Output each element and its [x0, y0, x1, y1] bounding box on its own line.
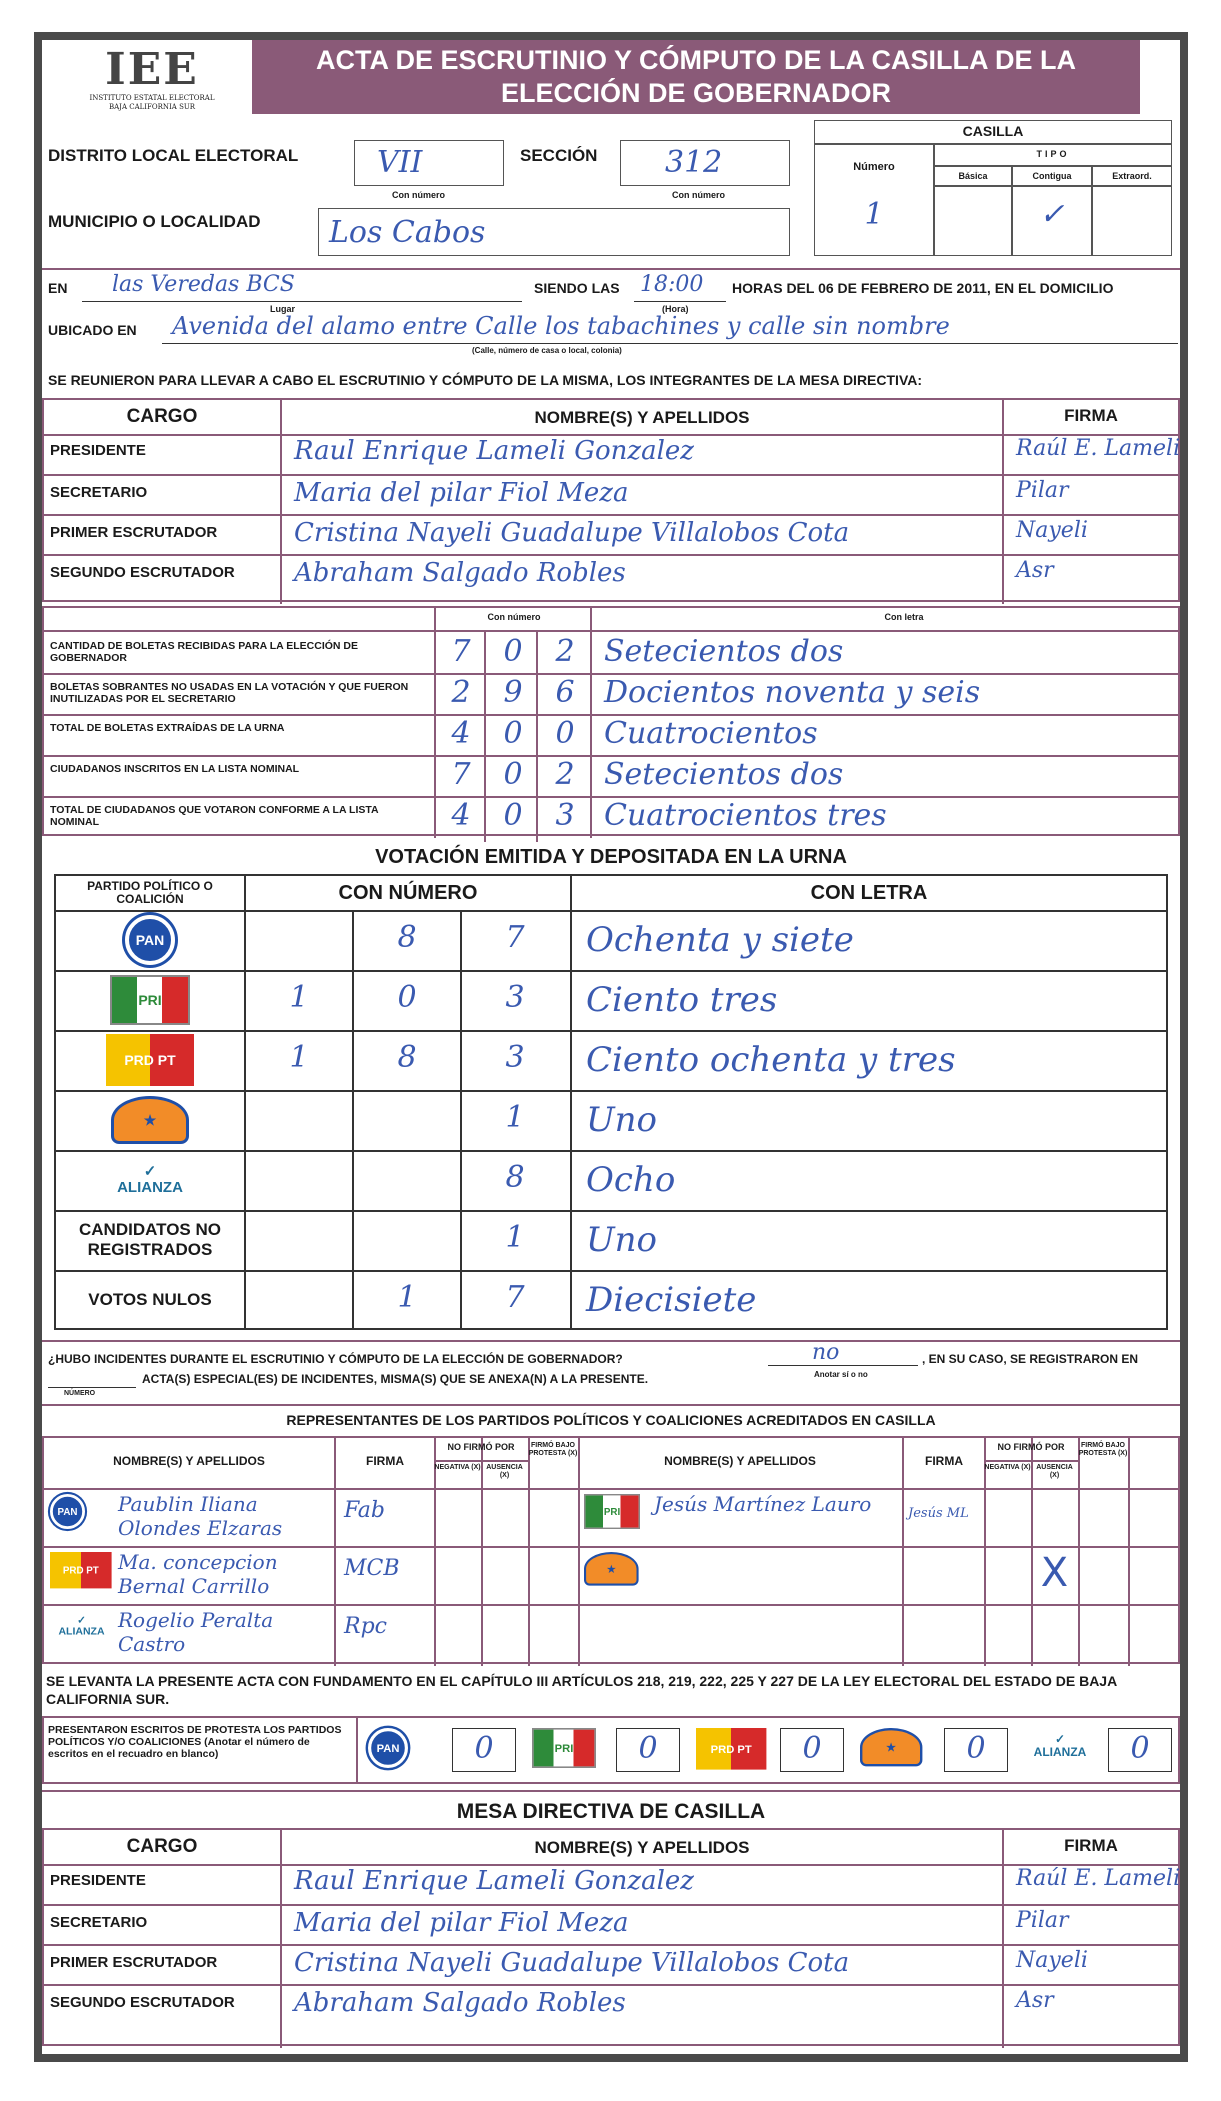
- rep-firma-value[interactable]: Rpc: [344, 1614, 387, 1639]
- party-cell: [56, 1270, 244, 1330]
- seccion-field[interactable]: [620, 140, 790, 186]
- party-cell: [56, 970, 244, 1030]
- siendo-label: SIENDO LAS: [534, 280, 620, 296]
- tipo-contigua-check[interactable]: ✓: [1039, 197, 1065, 232]
- rep-nombre-value[interactable]: Rogelio Peralta Castro: [118, 1608, 274, 1656]
- boletas-numero-header: Con número: [487, 612, 541, 622]
- ubicado-field[interactable]: [162, 312, 1178, 344]
- seccion-label: SECCIÓN: [520, 146, 598, 165]
- letra-header: CON LETRA: [810, 882, 928, 904]
- fundamento-text: SE LEVANTA LA PRESENTE ACTA CON FUNDAMENTO EN EL CAPÍTULO III ARTÍCULOS 218, 219, 222, 225 Y 227 DE LA LEY ELECTORAL DEL ESTADO DE BAJA CALIFORNIA SUR.: [46, 1673, 1117, 1707]
- firma-value[interactable]: Pilar: [1016, 478, 1069, 503]
- negativa-header: NEGATIVA (X): [434, 1464, 481, 1471]
- party-cell: [56, 1210, 244, 1270]
- iee-logo-subtitle: INSTITUTO ESTATAL ELECTORAL BAJA CALIFORNIA SUR: [89, 94, 215, 111]
- ubicado-caption: (Calle, número de casa o local, colonia): [472, 346, 622, 355]
- rep-party-logo-icon: ✓ ALIANZA: [58, 1614, 105, 1638]
- rep-nombre-header: NOMBRE(S) Y APELLIDOS: [664, 1454, 816, 1468]
- vote-digit[interactable]: 1: [505, 1220, 525, 1255]
- boletas-row-label: BOLETAS SOBRANTES NO USADAS EN LA VOTACIÓN Y QUE FUERON INUTILIZADAS POR EL SECRETARIO: [50, 681, 409, 705]
- vote-digit[interactable]: 1: [505, 1100, 525, 1135]
- rep-firma-header: FIRMA: [366, 1454, 404, 1468]
- casilla-box: [814, 120, 1172, 256]
- boletas-letra-value[interactable]: Cuatrocientos: [604, 716, 818, 751]
- municipio-value: Los Cabos: [329, 215, 486, 250]
- cargo-header: CARGO: [126, 406, 198, 427]
- boletas-row-label: TOTAL DE BOLETAS EXTRAÍDAS DE LA URNA: [50, 722, 285, 734]
- protesta-count-box[interactable]: [452, 1728, 516, 1772]
- boletas-letra-value[interactable]: Docientos noventa y seis: [604, 675, 981, 710]
- nombre-value[interactable]: Raul Enrique Lameli Gonzalez: [294, 1866, 694, 1896]
- municipio-label: MUNICIPIO O LOCALIDAD: [48, 212, 261, 231]
- rep-firma-value[interactable]: Fab: [344, 1498, 385, 1523]
- protesta-party-logo-icon: ★: [860, 1728, 922, 1766]
- protesta-header: FIRMÓ BAJO PROTESTA (X): [528, 1442, 578, 1457]
- boletas-digit[interactable]: 2: [451, 675, 471, 710]
- firma-value[interactable]: Pilar: [1016, 1908, 1069, 1933]
- boletas-digit[interactable]: 4: [451, 798, 471, 833]
- party-logo-icon: PRI: [110, 975, 190, 1025]
- protesta-count-value: 0: [1130, 1731, 1150, 1766]
- boletas-digit[interactable]: 4: [451, 716, 471, 751]
- boletas-letra-value[interactable]: Setecientos dos: [604, 634, 844, 669]
- acta-form: [34, 32, 1188, 2062]
- rep-party-logo-icon: PRD PT: [50, 1552, 112, 1588]
- boletas-letra-header: Con letra: [884, 612, 924, 622]
- en-value: las Veredas BCS: [112, 272, 295, 297]
- firma-header: FIRMA: [1064, 406, 1118, 425]
- boletas-digit[interactable]: 7: [451, 757, 471, 792]
- mesa-bottom-title: MESA DIRECTIVA DE CASILLA: [456, 1800, 766, 1823]
- boletas-digit[interactable]: 0: [555, 716, 575, 751]
- vote-letra-value[interactable]: Ochenta y siete: [586, 920, 854, 960]
- incidentes-answer: no: [812, 1340, 840, 1365]
- vote-letra-value[interactable]: Uno: [586, 1100, 658, 1140]
- no-firmo-header: NO FIRMÓ POR: [997, 1442, 1065, 1452]
- casilla-numero-label: Número: [853, 161, 895, 173]
- rep-firma-value[interactable]: MCB: [344, 1556, 400, 1581]
- protesta-party-logo-icon: PRD PT: [696, 1728, 766, 1770]
- nombre-value[interactable]: Abraham Salgado Robles: [294, 558, 626, 588]
- cargo-label: SEGUNDO ESCRUTADOR: [50, 1994, 235, 2011]
- boletas-digit[interactable]: 2: [555, 757, 575, 792]
- nombre-value[interactable]: Maria del pilar Fiol Meza: [294, 1908, 629, 1938]
- protesta-header: FIRMÓ BAJO PROTESTA (X): [1078, 1442, 1128, 1457]
- partido-header: PARTIDO POLÍTICO O COALICIÓN: [87, 879, 213, 906]
- ausencia-header: AUSENCIA (X): [1036, 1464, 1073, 1479]
- title-line1: ACTA DE ESCRUTINIO Y CÓMPUTO DE LA CASILLA DE LA: [315, 45, 1077, 75]
- vote-letra-value[interactable]: Uno: [586, 1220, 658, 1260]
- tipo-contigua-label: Contigua: [1032, 171, 1072, 181]
- casilla-title: CASILLA: [962, 123, 1024, 139]
- boletas-digit[interactable]: 6: [555, 675, 575, 710]
- reunieron-text: SE REUNIERON PARA LLEVAR A CABO EL ESCRUTINIO Y CÓMPUTO DE LA MISMA, LOS INTEGRANTES DE LA MESA DIRECTIVA:: [48, 372, 923, 388]
- party-logo-icon: PRD PT: [106, 1034, 194, 1086]
- vote-letra-value[interactable]: Diecisiete: [586, 1280, 757, 1320]
- incidentes-text3: ACTA(S) ESPECIAL(ES) DE INCIDENTES, MISMA(S) QUE SE ANEXA(N) A LA PRESENTE.: [142, 1372, 649, 1386]
- rep-party-logo-icon: PAN: [50, 1494, 85, 1529]
- representantes-table: [42, 1436, 1180, 1664]
- cargo-label: PRIMER ESCRUTADOR: [50, 1954, 218, 1971]
- cargo-label: SECRETARIO: [50, 1914, 148, 1931]
- nombre-value[interactable]: Raul Enrique Lameli Gonzalez: [294, 436, 694, 466]
- incidentes-text1: ¿HUBO INCIDENTES DURANTE EL ESCRUTINIO Y CÓMPUTO DE LA ELECCIÓN DE GOBERNADOR?: [48, 1352, 623, 1366]
- firma-value[interactable]: Nayeli: [1016, 518, 1088, 543]
- boletas-row-label: CIUDADANOS INSCRITOS EN LA LISTA NOMINAL: [50, 763, 300, 775]
- cargo-label: PRESIDENTE: [50, 442, 146, 459]
- hora-value: 18:00: [640, 272, 704, 297]
- casilla-tipo-label: TIPO: [1036, 149, 1070, 159]
- vote-digit[interactable]: 1: [289, 1040, 309, 1075]
- cargo-header: CARGO: [126, 1836, 198, 1857]
- rep-nombre-header: NOMBRE(S) Y APELLIDOS: [113, 1454, 265, 1468]
- vote-digit[interactable]: 1: [289, 980, 309, 1015]
- party-label: VOTOS NULOS: [88, 1290, 212, 1309]
- vote-digit[interactable]: 0: [397, 980, 417, 1015]
- vote-digit[interactable]: 8: [505, 1160, 525, 1195]
- votacion-table: [54, 874, 1168, 1330]
- party-logo-icon: ✓ ALIANZA: [117, 1163, 183, 1196]
- firma-value[interactable]: Raúl E. Lameli: [1016, 436, 1181, 461]
- hora-caption: (Hora): [662, 304, 689, 314]
- distrito-field[interactable]: [354, 140, 504, 186]
- cargo-label: PRIMER ESCRUTADOR: [50, 524, 218, 541]
- boletas-digit[interactable]: 0: [503, 757, 523, 792]
- party-logo-icon: PAN: [125, 915, 175, 965]
- vote-digit[interactable]: 7: [505, 1280, 525, 1315]
- form-title: [252, 40, 1140, 114]
- lugar-caption: Lugar: [270, 304, 296, 314]
- vote-digit[interactable]: 8: [397, 920, 417, 955]
- casilla-numero-value[interactable]: 1: [864, 197, 884, 232]
- title-line2: ELECCIÓN DE GOBERNADOR: [500, 78, 892, 108]
- boletas-letra-value[interactable]: Setecientos dos: [604, 757, 844, 792]
- protesta-count-box[interactable]: [616, 1728, 680, 1772]
- municipio-field[interactable]: [318, 208, 790, 256]
- boletas-digit[interactable]: 0: [503, 634, 523, 669]
- vote-digit[interactable]: 1: [397, 1280, 417, 1315]
- protesta-count-value: 0: [802, 1731, 822, 1766]
- firma-value[interactable]: Asr: [1016, 1988, 1054, 2013]
- protesta-party-logo-icon: PRI: [532, 1728, 596, 1768]
- nombre-value[interactable]: Cristina Nayeli Guadalupe Villalobos Cota: [294, 1948, 850, 1978]
- nombre-header: NOMBRE(S) Y APELLIDOS: [534, 408, 750, 427]
- vote-digit[interactable]: 3: [505, 1040, 525, 1075]
- protesta-count-box[interactable]: [944, 1728, 1008, 1772]
- protesta-count-box[interactable]: [780, 1728, 844, 1772]
- vote-digit[interactable]: 8: [397, 1040, 417, 1075]
- seccion-caption: Con número: [672, 190, 725, 200]
- negativa-header: NEGATIVA (X): [984, 1464, 1031, 1471]
- firma-value[interactable]: Raúl E. Lameli: [1016, 1866, 1181, 1891]
- party-cell: [56, 1150, 244, 1210]
- boletas-digit[interactable]: 0: [503, 716, 523, 751]
- ausencia-mark[interactable]: X: [1040, 1550, 1069, 1596]
- party-logo-icon: ★: [111, 1096, 189, 1144]
- boletas-table: [42, 606, 1180, 836]
- protesta-row: [42, 1716, 1180, 1784]
- boletas-digit[interactable]: 0: [503, 798, 523, 833]
- cargo-label: SECRETARIO: [50, 484, 148, 501]
- incidentes-answer-field[interactable]: [768, 1342, 918, 1366]
- ubicado-label: UBICADO EN: [48, 322, 137, 338]
- horas-text: HORAS DEL 06 DE FEBRERO DE 2011, EN EL DOMICILIO: [732, 280, 1114, 296]
- firma-value[interactable]: Asr: [1016, 558, 1054, 583]
- numero-caption: NÚMERO: [64, 1390, 96, 1397]
- protesta-party-logo-icon: PAN: [368, 1728, 408, 1768]
- representantes-title: REPRESENTANTES DE LOS PARTIDOS POLÍTICOS Y COALICIONES ACREDITADOS EN CASILLA: [286, 1412, 936, 1428]
- distrito-value: VII: [377, 145, 423, 180]
- boletas-row-label: TOTAL DE CIUDADANOS QUE VOTARON CONFORME A LA LISTA NOMINAL: [50, 804, 379, 828]
- mesa-directiva-top-table: [42, 398, 1180, 602]
- en-field[interactable]: [82, 272, 522, 302]
- protesta-count-value: 0: [474, 1731, 494, 1766]
- cargo-label: SEGUNDO ESCRUTADOR: [50, 564, 235, 581]
- boletas-row-label: CANTIDAD DE BOLETAS RECIBIDAS PARA LA ELECCIÓN DE GOBERNADOR: [50, 640, 359, 664]
- protesta-party-logo-icon: ✓ ALIANZA: [1033, 1732, 1087, 1760]
- nombre-value[interactable]: Abraham Salgado Robles: [294, 1988, 626, 2018]
- no-firmo-header: NO FIRMÓ POR: [447, 1442, 515, 1452]
- nombre-value[interactable]: Cristina Nayeli Guadalupe Villalobos Cota: [294, 518, 850, 548]
- mesa-directiva-bottom-table: [42, 1828, 1180, 2046]
- protesta-count-value: 0: [638, 1731, 658, 1766]
- party-label: CANDIDATOS NO REGISTRADOS: [79, 1220, 221, 1259]
- firma-value[interactable]: Nayeli: [1016, 1948, 1088, 1973]
- cargo-label: PRESIDENTE: [50, 1872, 146, 1889]
- party-cell: [56, 1090, 244, 1150]
- rep-party-logo-icon: ★: [584, 1552, 639, 1586]
- en-label: EN: [48, 280, 68, 296]
- ausencia-header: AUSENCIA (X): [486, 1464, 523, 1479]
- boletas-digit[interactable]: 7: [451, 634, 471, 669]
- anotar-caption: Anotar sí o no: [814, 1370, 868, 1379]
- incidentes-numero-field[interactable]: [48, 1370, 136, 1388]
- numero-header: CON NÚMERO: [338, 882, 478, 904]
- rep-firma-header: FIRMA: [925, 1454, 963, 1468]
- protesta-count-box[interactable]: [1108, 1728, 1172, 1772]
- tipo-basica-label: Básica: [958, 171, 988, 181]
- nombre-value[interactable]: Maria del pilar Fiol Meza: [294, 478, 629, 508]
- rep-nombre-value[interactable]: Jesús Martínez Lauro: [654, 1492, 872, 1516]
- boletas-letra-value[interactable]: Cuatrocientos tres: [604, 798, 887, 833]
- seccion-value: 312: [665, 145, 723, 180]
- vote-letra-value[interactable]: Ciento ochenta y tres: [586, 1040, 956, 1080]
- distrito-caption: Con número: [392, 190, 445, 200]
- boletas-digit[interactable]: 3: [555, 798, 575, 833]
- protesta-text: PRESENTARON ESCRITOS DE PROTESTA LOS PARTIDOS POLÍTICOS Y/O COALICIONES (Anotar el número de escritos en el recuadro en blanco): [48, 1724, 342, 1760]
- vote-digit[interactable]: 3: [505, 980, 525, 1015]
- incidentes-text2: , EN SU CASO, SE REGISTRARON EN: [922, 1352, 1139, 1366]
- boletas-digit[interactable]: 2: [555, 634, 575, 669]
- firma-header: FIRMA: [1064, 1836, 1118, 1855]
- hora-field[interactable]: [634, 272, 726, 302]
- boletas-digit[interactable]: 9: [503, 675, 523, 710]
- vote-letra-value[interactable]: Ocho: [586, 1160, 676, 1200]
- iee-logo-text: IEE: [105, 44, 199, 95]
- votacion-title: VOTACIÓN EMITIDA Y DEPOSITADA EN LA URNA: [375, 846, 847, 868]
- rep-nombre-value[interactable]: Ma. concepcion Bernal Carrillo: [118, 1550, 278, 1598]
- rep-firma-value[interactable]: Jesús ML: [908, 1506, 969, 1521]
- rep-party-logo-icon: PRI: [584, 1494, 640, 1529]
- protesta-count-value: 0: [966, 1731, 986, 1766]
- tipo-extraord-label: Extraord.: [1112, 171, 1152, 181]
- party-cell: [56, 910, 244, 970]
- rep-nombre-value[interactable]: Paublin Iliana Olondes Elzaras: [118, 1492, 283, 1540]
- party-cell: [56, 1030, 244, 1090]
- vote-digit[interactable]: 7: [505, 920, 525, 955]
- iee-logo: [82, 46, 222, 116]
- vote-letra-value[interactable]: Ciento tres: [586, 980, 778, 1020]
- nombre-header: NOMBRE(S) Y APELLIDOS: [534, 1838, 750, 1857]
- ubicado-value: Avenida del alamo entre Calle los tabachines y calle sin nombre: [172, 312, 950, 340]
- distrito-label: DISTRITO LOCAL ELECTORAL: [48, 146, 299, 165]
